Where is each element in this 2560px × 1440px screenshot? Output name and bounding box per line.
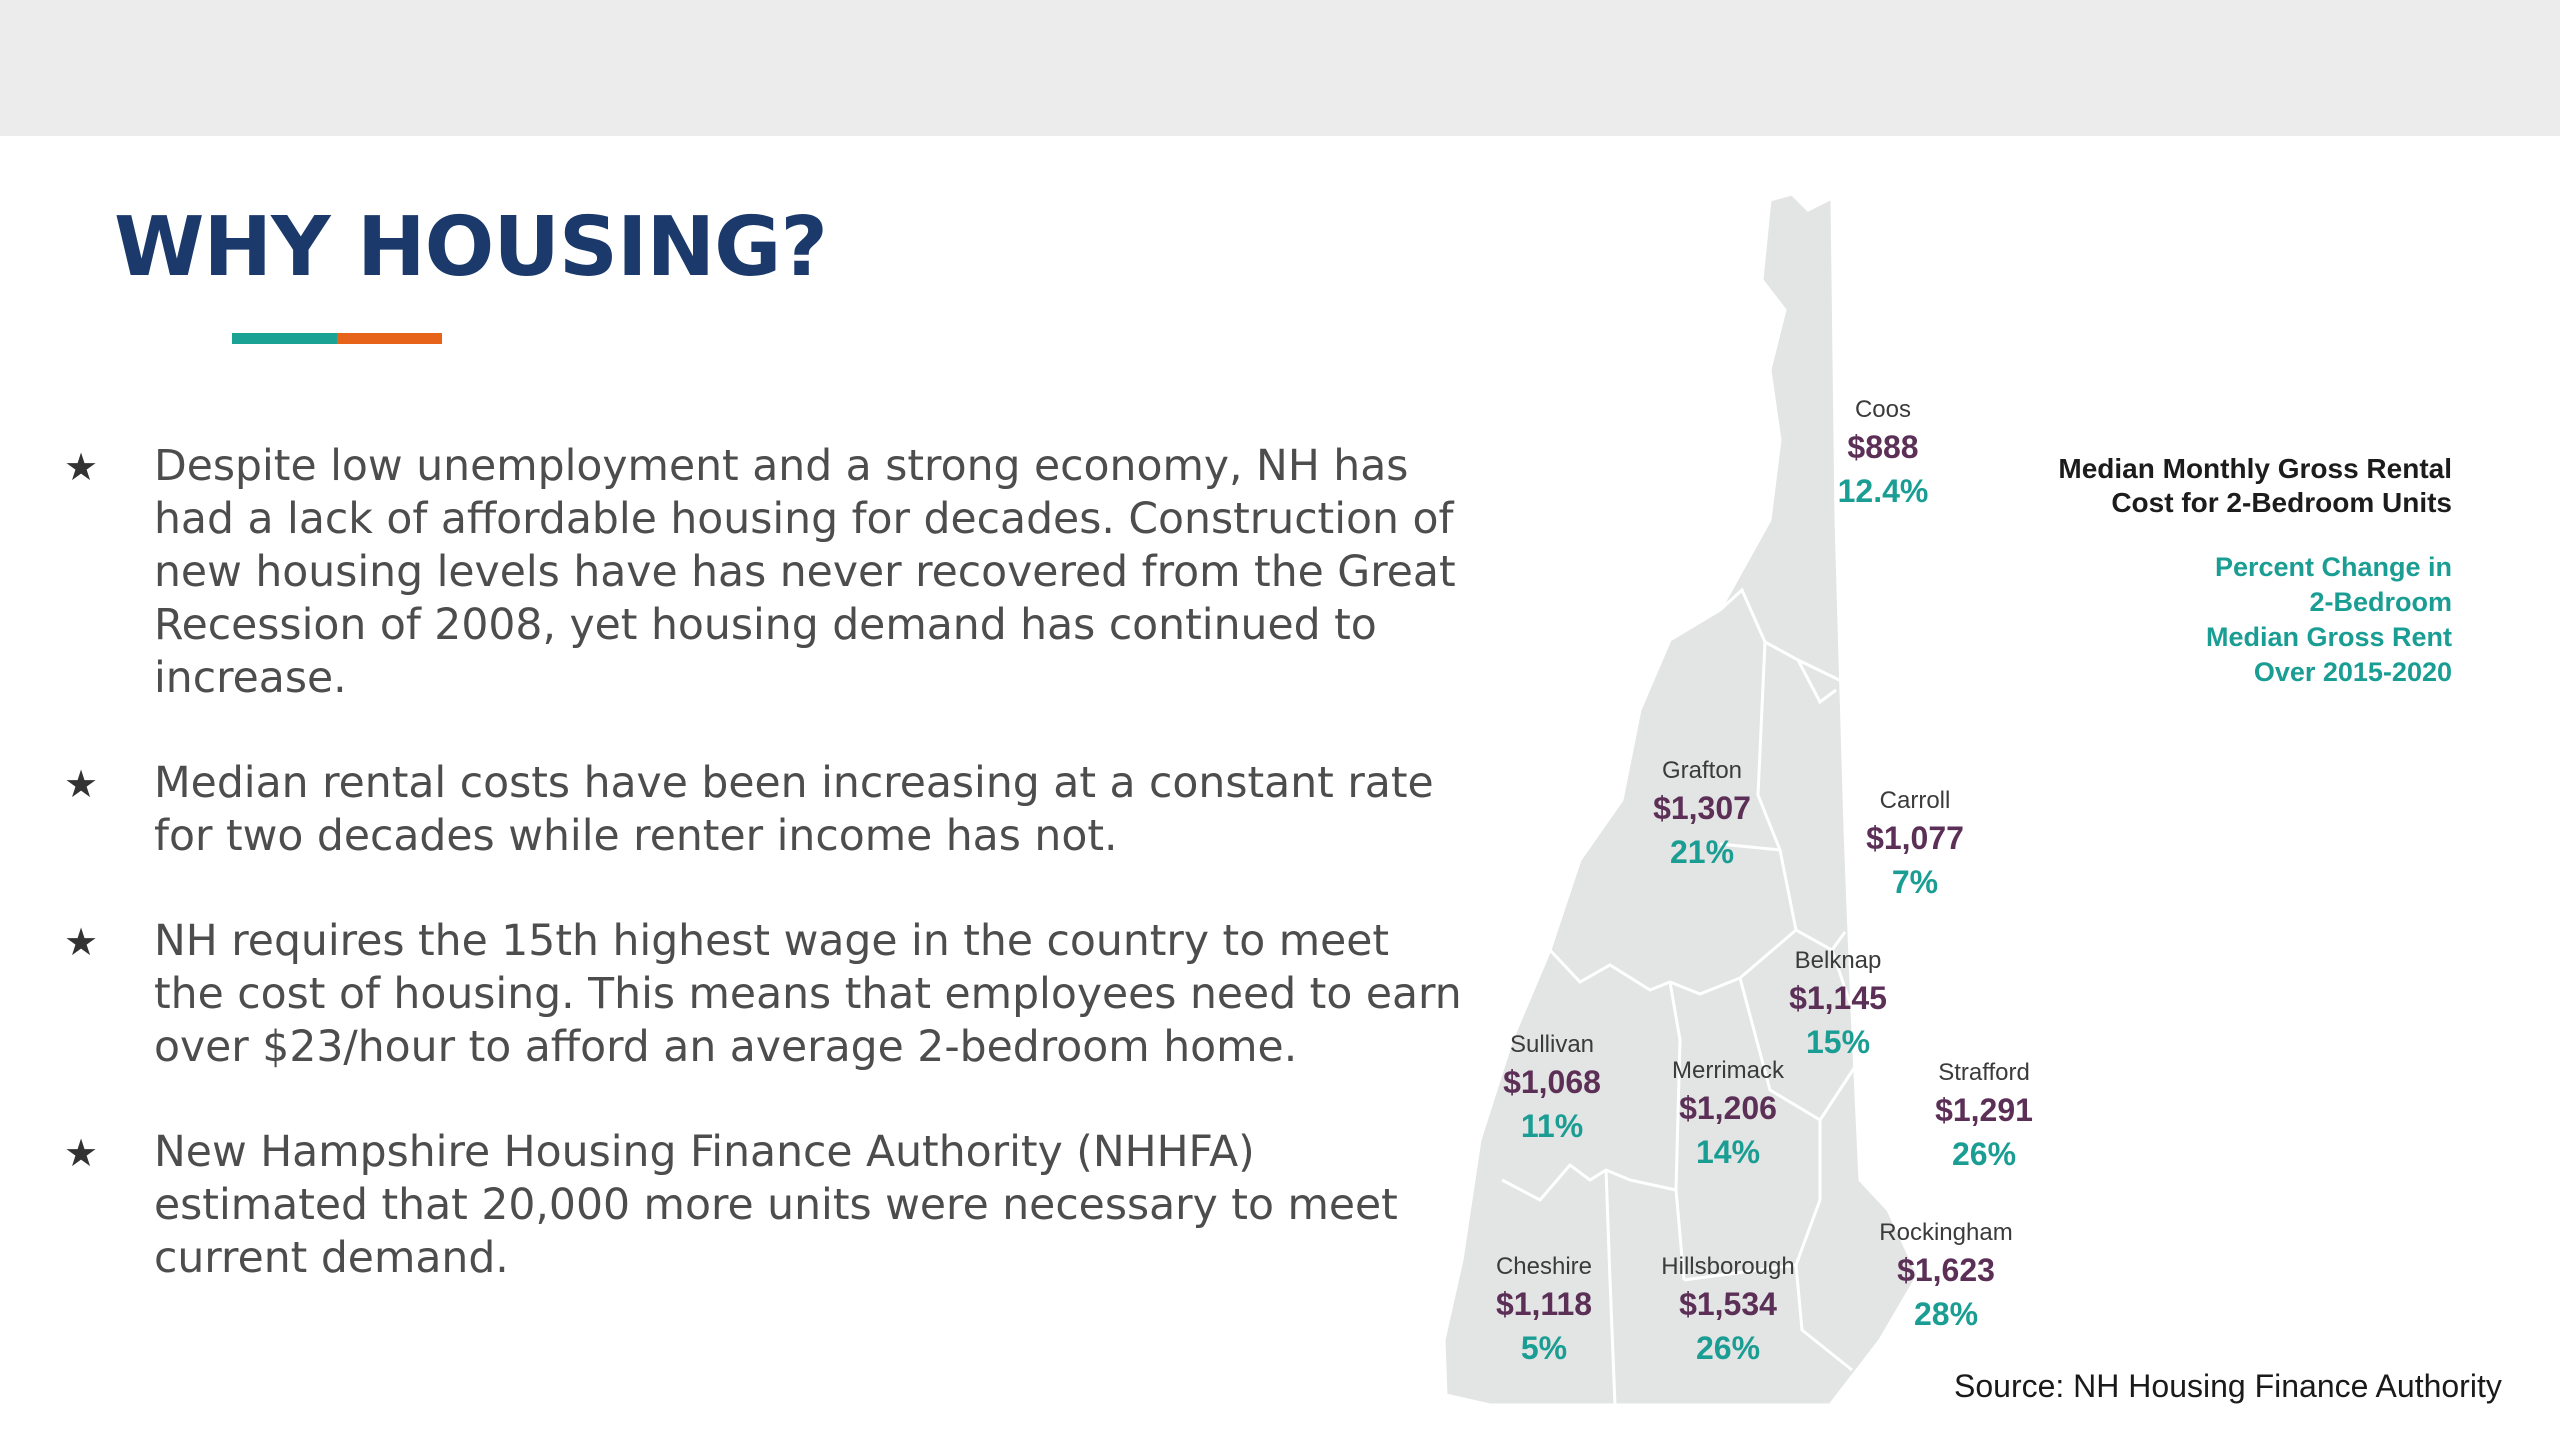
county-cheshire [1496, 1252, 1592, 1370]
county-sullivan [1503, 1030, 1601, 1148]
legend-subtitle: Percent Change in 2-Bedroom Median Gross Rent Over 2015-2020 [2205, 552, 2452, 687]
county-pct-change: 14% [1695, 1134, 1761, 1170]
map-legend [2000, 452, 2452, 690]
county-name: Belknap [1794, 947, 1882, 974]
county-rent: $1,307 [1653, 790, 1751, 826]
county-rent: $1,077 [1866, 820, 1964, 856]
county-name: Grafton [1661, 757, 1743, 784]
county-rent: $888 [1847, 429, 1919, 465]
source-credit: Source: NH Housing Finance Authority [1954, 1368, 2502, 1404]
county-rent: $1,145 [1789, 980, 1887, 1016]
county-pct-change: 15% [1805, 1024, 1871, 1060]
bullet-list [62, 440, 1462, 1337]
county-strafford [1935, 1058, 2033, 1176]
star-icon: ★ [64, 445, 99, 489]
county-name: Coos [1854, 396, 1912, 423]
slide-title: WHY HOUSING? [114, 200, 827, 295]
county-pct-change: 28% [1913, 1296, 1979, 1332]
county-pct-change: 21% [1669, 834, 1735, 870]
county-rent: $1,206 [1679, 1090, 1777, 1126]
star-icon: ★ [64, 1131, 99, 1175]
county-rent: $1,068 [1503, 1064, 1601, 1100]
top-bar [0, 0, 2560, 136]
county-name: Rockingham [1879, 1219, 2013, 1246]
county-pct-change: 7% [1891, 864, 1939, 900]
bullet-item [62, 1126, 1462, 1285]
county-merrimack [1672, 1056, 1784, 1174]
county-name: Merrimack [1672, 1057, 1784, 1084]
nh-county-map [1440, 190, 2090, 1410]
county-rent: $1,118 [1495, 1286, 1593, 1322]
bullet-item [62, 757, 1462, 863]
county-grafton [1653, 756, 1751, 874]
star-icon: ★ [64, 762, 99, 806]
county-rockingham [1879, 1218, 2012, 1336]
bullet-text: NH requires the 15th highest wage in the country to meet the cost of housing. This means that employees need to earn over $23/hour to afford an average 2-bedroom home. [154, 917, 1462, 1072]
county-name: Sullivan [1509, 1031, 1595, 1058]
underline-orange-segment [337, 333, 442, 344]
county-pct-change: 26% [1695, 1330, 1761, 1366]
county-belknap [1789, 946, 1887, 1064]
county-name: Cheshire [1495, 1253, 1593, 1280]
county-carroll [1866, 786, 1964, 904]
county-pct-change: 5% [1520, 1330, 1568, 1366]
county-name: Carroll [1879, 787, 1951, 814]
county-pct-change: 26% [1951, 1136, 2017, 1172]
county-name: Strafford [1938, 1059, 2030, 1086]
bullet-item [62, 915, 1462, 1074]
county-pct-change: 11% [1520, 1108, 1584, 1144]
underline-teal-segment [232, 333, 337, 344]
legend-title: Median Monthly Gross Rental Cost for 2-Bedroom Units [2058, 453, 2452, 518]
county-rent: $1,623 [1897, 1252, 1995, 1288]
county-coos [1838, 395, 1929, 513]
bullet-text: New Hampshire Housing Finance Authority (NHHFA) estimated that 20,000 more units were necessary to meet current demand. [154, 1128, 1398, 1283]
bullet-item [62, 440, 1462, 705]
county-hillsborough [1661, 1252, 1794, 1370]
star-icon: ★ [64, 920, 99, 964]
county-name: Hillsborough [1661, 1253, 1795, 1280]
title-underline [232, 333, 442, 344]
bullet-text: Median rental costs have been increasing at a constant rate for two decades while renter income has not. [154, 759, 1434, 861]
county-pct-change: 12.4% [1837, 473, 1929, 509]
county-rent: $1,291 [1935, 1092, 2033, 1128]
county-rent: $1,534 [1679, 1286, 1777, 1322]
bullet-text: Despite low unemployment and a strong economy, NH has had a lack of affordable housing for decades. Construction of new housing levels have has never recovered from the Great Recession of 2008, yet housing demand has continued to increase. [154, 442, 1456, 703]
